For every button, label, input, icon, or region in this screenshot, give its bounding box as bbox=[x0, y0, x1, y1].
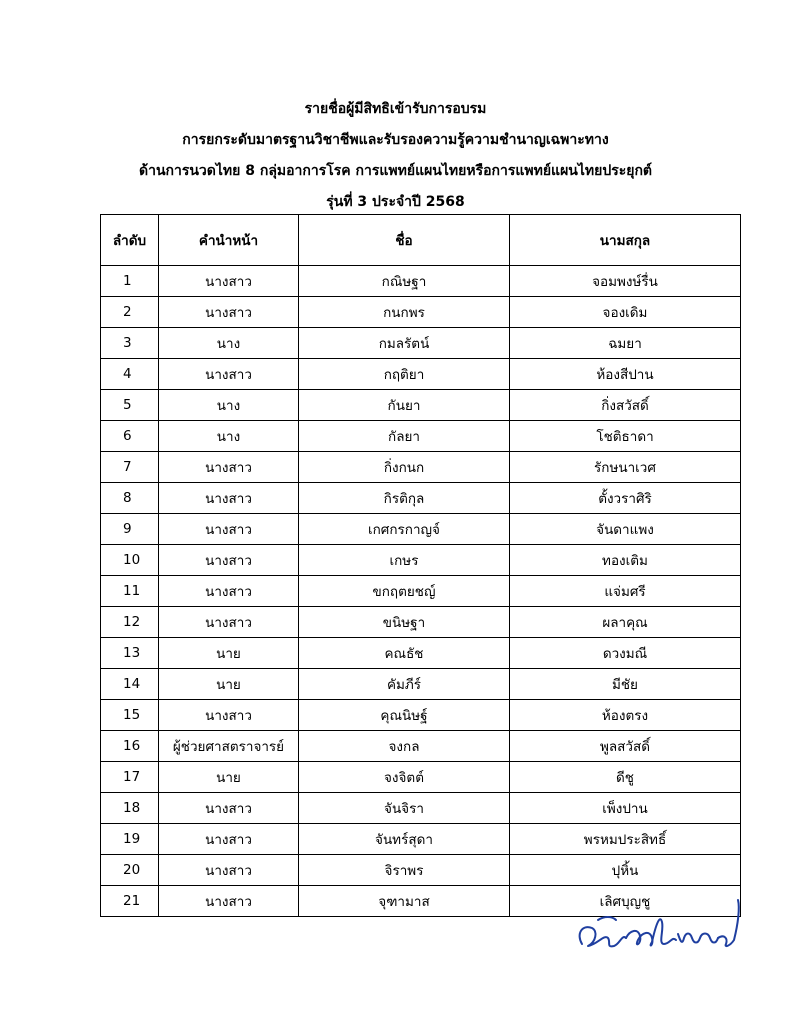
prefix-cell: นางสาว bbox=[159, 576, 299, 607]
column-header-order: ลำดับ bbox=[101, 215, 159, 266]
first-name-cell: เกษร bbox=[299, 545, 510, 576]
last-name-cell: ดีชู bbox=[510, 762, 741, 793]
last-name-cell: ฉมยา bbox=[510, 328, 741, 359]
table-row bbox=[101, 824, 741, 855]
order-cell: 4 bbox=[101, 359, 159, 390]
participant-table bbox=[100, 214, 741, 917]
order-cell: 1 bbox=[101, 266, 159, 297]
prefix-cell: นางสาว bbox=[159, 359, 299, 390]
order-cell: 8 bbox=[101, 483, 159, 514]
last-name-cell: รักษนาเวศ bbox=[510, 452, 741, 483]
order-cell: 19 bbox=[101, 824, 159, 855]
order-cell: 16 bbox=[101, 731, 159, 762]
last-name-cell: โชติธาดา bbox=[510, 421, 741, 452]
first-name-cell: จันจิรา bbox=[299, 793, 510, 824]
first-name-cell: กัลยา bbox=[299, 421, 510, 452]
last-name-cell: ดวงมณี bbox=[510, 638, 741, 669]
column-header-prefix: คำนำหน้า bbox=[159, 215, 299, 266]
first-name-cell: จิราพร bbox=[299, 855, 510, 886]
table-header-row bbox=[101, 215, 741, 266]
last-name-cell: ห้องตรง bbox=[510, 700, 741, 731]
table-row bbox=[101, 297, 741, 328]
prefix-cell: นางสาว bbox=[159, 266, 299, 297]
table-row bbox=[101, 855, 741, 886]
table-body bbox=[101, 266, 741, 917]
first-name-cell: คณธัช bbox=[299, 638, 510, 669]
prefix-cell: นาย bbox=[159, 638, 299, 669]
table-row bbox=[101, 359, 741, 390]
first-name-cell: จุฑามาส bbox=[299, 886, 510, 917]
order-cell: 10 bbox=[101, 545, 159, 576]
first-name-cell: กฤติยา bbox=[299, 359, 510, 390]
order-cell: 12 bbox=[101, 607, 159, 638]
first-name-cell: จงจิตต์ bbox=[299, 762, 510, 793]
last-name-cell: ปุหิ้น bbox=[510, 855, 741, 886]
first-name-cell: กมลรัตน์ bbox=[299, 328, 510, 359]
table-row bbox=[101, 762, 741, 793]
table-row bbox=[101, 452, 741, 483]
prefix-cell: นางสาว bbox=[159, 607, 299, 638]
handwritten-signature bbox=[568, 894, 748, 966]
last-name-cell: จอมพงษ์รื่น bbox=[510, 266, 741, 297]
last-name-cell: จองเดิม bbox=[510, 297, 741, 328]
order-cell: 21 bbox=[101, 886, 159, 917]
table-row bbox=[101, 483, 741, 514]
document-title: รายชื่อผู้มีสิทธิเข้ารับการอบรม bbox=[304, 101, 487, 117]
table-row bbox=[101, 669, 741, 700]
table-row bbox=[101, 638, 741, 669]
table-row bbox=[101, 700, 741, 731]
prefix-cell: นางสาว bbox=[159, 514, 299, 545]
first-name-cell: กิรติกุล bbox=[299, 483, 510, 514]
prefix-cell: นางสาว bbox=[159, 452, 299, 483]
order-cell: 20 bbox=[101, 855, 159, 886]
table-row bbox=[101, 576, 741, 607]
prefix-cell: ผู้ช่วยศาสตราจารย์ bbox=[159, 731, 299, 762]
table-row bbox=[101, 731, 741, 762]
order-cell: 6 bbox=[101, 421, 159, 452]
document-batch-year: รุ่นที่ 3 ประจำปี 2568 bbox=[326, 194, 465, 210]
last-name-cell: กิ่งสวัสดิ์ bbox=[510, 390, 741, 421]
order-cell: 3 bbox=[101, 328, 159, 359]
first-name-cell: กณิษฐา bbox=[299, 266, 510, 297]
last-name-cell: แจ่มศรี bbox=[510, 576, 741, 607]
table-row bbox=[101, 390, 741, 421]
first-name-cell: คุณนิษฐ์ bbox=[299, 700, 510, 731]
order-cell: 13 bbox=[101, 638, 159, 669]
order-cell: 5 bbox=[101, 390, 159, 421]
table-row bbox=[101, 607, 741, 638]
first-name-cell: กิ่งกนก bbox=[299, 452, 510, 483]
prefix-cell: นางสาว bbox=[159, 483, 299, 514]
first-name-cell: กันยา bbox=[299, 390, 510, 421]
first-name-cell: กนกพร bbox=[299, 297, 510, 328]
prefix-cell: นาง bbox=[159, 328, 299, 359]
last-name-cell: ทองเติม bbox=[510, 545, 741, 576]
last-name-cell: จันดาแพง bbox=[510, 514, 741, 545]
prefix-cell: นางสาว bbox=[159, 886, 299, 917]
last-name-cell: ตั้งวราศิริ bbox=[510, 483, 741, 514]
order-cell: 11 bbox=[101, 576, 159, 607]
last-name-cell: พรหมประสิทธิ์ bbox=[510, 824, 741, 855]
prefix-cell: นางสาว bbox=[159, 824, 299, 855]
document-subtitle-detail: ด้านการนวดไทย 8 กลุ่มอาการโรค การแพทย์แผนไทยหรือการแพทย์แผนไทยประยุกต์ bbox=[138, 163, 653, 179]
prefix-cell: นางสาว bbox=[159, 793, 299, 824]
table-row bbox=[101, 793, 741, 824]
table-row bbox=[101, 514, 741, 545]
last-name-cell: ผลาคุณ bbox=[510, 607, 741, 638]
first-name-cell: ขนิษฐา bbox=[299, 607, 510, 638]
first-name-cell: จันทร์สุดา bbox=[299, 824, 510, 855]
order-cell: 7 bbox=[101, 452, 159, 483]
order-cell: 9 bbox=[101, 514, 159, 545]
prefix-cell: นางสาว bbox=[159, 855, 299, 886]
order-cell: 17 bbox=[101, 762, 159, 793]
prefix-cell: นางสาว bbox=[159, 297, 299, 328]
last-name-cell: เพ็งปาน bbox=[510, 793, 741, 824]
order-cell: 18 bbox=[101, 793, 159, 824]
prefix-cell: นาย bbox=[159, 669, 299, 700]
first-name-cell: คัมภีร์ bbox=[299, 669, 510, 700]
order-cell: 15 bbox=[101, 700, 159, 731]
first-name-cell: เกศกรกาญจ์ bbox=[299, 514, 510, 545]
last-name-cell: เลิศบุญชู bbox=[510, 886, 741, 917]
first-name-cell: จงกล bbox=[299, 731, 510, 762]
table-row bbox=[101, 328, 741, 359]
prefix-cell: นางสาว bbox=[159, 545, 299, 576]
document-subtitle: การยกระดับมาตรฐานวิชาชีพและรับรองความรู้ความชำนาญเฉพาะทาง bbox=[182, 132, 609, 148]
first-name-cell: ขกฤตยชญ์ bbox=[299, 576, 510, 607]
order-cell: 2 bbox=[101, 297, 159, 328]
last-name-cell: ห้องสีปาน bbox=[510, 359, 741, 390]
prefix-cell: นาง bbox=[159, 421, 299, 452]
last-name-cell: พูลสวัสดิ์ bbox=[510, 731, 741, 762]
column-header-last-name: นามสกุล bbox=[510, 215, 741, 266]
column-header-first-name: ชื่อ bbox=[299, 215, 510, 266]
order-cell: 14 bbox=[101, 669, 159, 700]
table-row bbox=[101, 266, 741, 297]
prefix-cell: นาย bbox=[159, 762, 299, 793]
table-row bbox=[101, 421, 741, 452]
prefix-cell: นาง bbox=[159, 390, 299, 421]
table-row bbox=[101, 545, 741, 576]
last-name-cell: มีชัย bbox=[510, 669, 741, 700]
prefix-cell: นางสาว bbox=[159, 700, 299, 731]
